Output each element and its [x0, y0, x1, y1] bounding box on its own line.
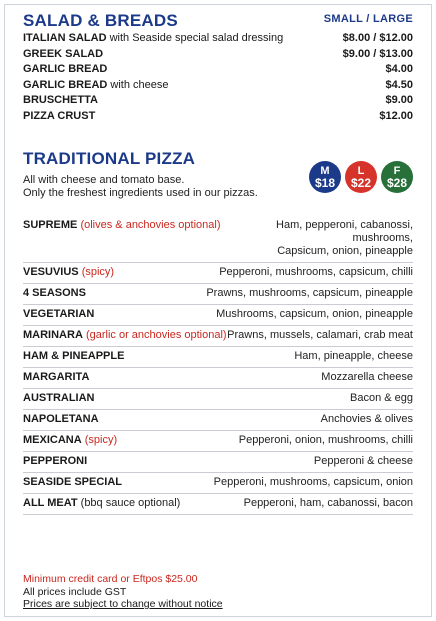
pizza-toppings: Mushrooms, capsicum, onion, pineapple [216, 308, 413, 320]
pizza-name: PEPPERONI [23, 455, 88, 467]
table-row [23, 326, 413, 347]
pizza-name: MEXICANA [23, 434, 82, 446]
item-price: $12.00 [379, 109, 413, 122]
table-row [23, 368, 413, 389]
pizza-toppings: Bacon & egg [350, 392, 413, 404]
table-row [23, 263, 413, 284]
pizza-name: NAPOLETANA [23, 413, 99, 425]
gst-note: All prices include GST [23, 585, 127, 598]
item-name: ITALIAN SALAD [23, 32, 107, 44]
pizza-intro [23, 174, 258, 200]
pizza-toppings: Pepperoni, ham, cabanossi, bacon [243, 497, 413, 509]
size-badges [309, 161, 413, 193]
size-header: SMALL / LARGE [323, 13, 413, 25]
item-desc: with cheese [107, 78, 169, 91]
pizza-name: ALL MEAT [23, 497, 78, 509]
item-name: GREEK SALAD [23, 47, 104, 60]
pizza-note: (spicy) [78, 266, 115, 278]
pizza-name: MARINARA [23, 329, 83, 341]
pizza-list [23, 216, 413, 515]
list-item [23, 79, 413, 95]
table-row [23, 410, 413, 431]
pizza-section-title: TRADITIONAL PIZZA [23, 149, 196, 168]
item-desc: with Seaside special salad dressing [106, 32, 284, 44]
pizza-note: (spicy) [81, 434, 118, 446]
table-row [23, 494, 413, 515]
footer-notes [23, 573, 223, 611]
list-item [23, 32, 413, 48]
item-name: GARLIC BREAD [23, 78, 108, 91]
pizza-toppings: Ham, pepperoni, cabanossi, mushrooms, Capsicum, onion, pineapple [276, 219, 413, 257]
table-row [23, 452, 413, 473]
size-letter: L [357, 165, 365, 177]
item-price: $9.00 [385, 94, 413, 106]
pizza-toppings: Prawns, mussels, calamari, crab meat [227, 329, 413, 341]
pizza-name: 4 SEASONS [23, 287, 86, 299]
size-price: $28 [386, 176, 408, 190]
pizza-name: MARGARITA [23, 371, 90, 383]
table-row [23, 284, 413, 305]
salad-list [23, 32, 413, 125]
min-card-note: Minimum credit card or Eftpos $25.00 [23, 573, 198, 585]
item-price: $8.00 / $12.00 [342, 32, 413, 44]
list-item [23, 48, 413, 64]
salad-section-title: SALAD & BREADS [23, 11, 178, 30]
item-price: $9.00 / $13.00 [342, 47, 413, 60]
item-name: PIZZA CRUST [23, 109, 96, 122]
item-name: BRUSCHETTA [23, 94, 98, 106]
table-row [23, 347, 413, 368]
pizza-toppings: Anchovies & olives [320, 413, 413, 425]
pizza-note: (olives & anchovies optional) [77, 219, 221, 231]
pizza-name: SEASIDE SPECIAL [23, 476, 123, 488]
item-name: GARLIC BREAD [23, 63, 108, 75]
pizza-toppings: Mozzarella cheese [321, 371, 413, 383]
intro-line: All with cheese and tomato base. [23, 174, 185, 186]
size-badge-family [381, 161, 413, 193]
intro-line: Only the freshest ingredients used in our pizzas. [23, 187, 258, 199]
pizza-name: VEGETARIAN [23, 308, 95, 320]
pizza-name: HAM & PINEAPPLE [23, 350, 125, 362]
list-item [23, 110, 413, 126]
pizza-toppings: Pepperoni, mushrooms, capsicum, onion [213, 476, 413, 488]
table-row [23, 473, 413, 494]
size-price: $22 [350, 176, 372, 190]
table-row [23, 389, 413, 410]
table-row [23, 431, 413, 452]
pizza-toppings: Pepperoni, onion, mushrooms, chilli [238, 434, 413, 446]
list-item [23, 94, 413, 110]
pizza-note: (bbq sauce optional) [77, 497, 181, 509]
pizza-toppings: Ham, pineapple, cheese [294, 350, 413, 362]
size-letter: M [320, 165, 330, 177]
item-price: $4.00 [385, 63, 413, 75]
pizza-note: (garlic or anchovies optional) [82, 329, 227, 341]
item-price: $4.50 [385, 78, 413, 91]
pizza-name: SUPREME [23, 219, 78, 231]
pizza-toppings: Prawns, mushrooms, capsicum, pineapple [206, 287, 413, 299]
pizza-name: AUSTRALIAN [23, 392, 95, 404]
size-badge-large [345, 161, 377, 193]
menu-page [4, 4, 432, 617]
size-price: $18 [314, 176, 336, 190]
list-item [23, 63, 413, 79]
table-row [23, 305, 413, 326]
pizza-name: VESUVIUS [23, 266, 79, 278]
disclaimer-note: Prices are subject to change without notice [23, 598, 223, 610]
pizza-toppings: Pepperoni & cheese [313, 455, 413, 467]
size-letter: F [393, 165, 401, 177]
table-row [23, 216, 413, 263]
size-badge-medium [309, 161, 341, 193]
pizza-toppings: Pepperoni, mushrooms, capsicum, chilli [219, 266, 413, 278]
